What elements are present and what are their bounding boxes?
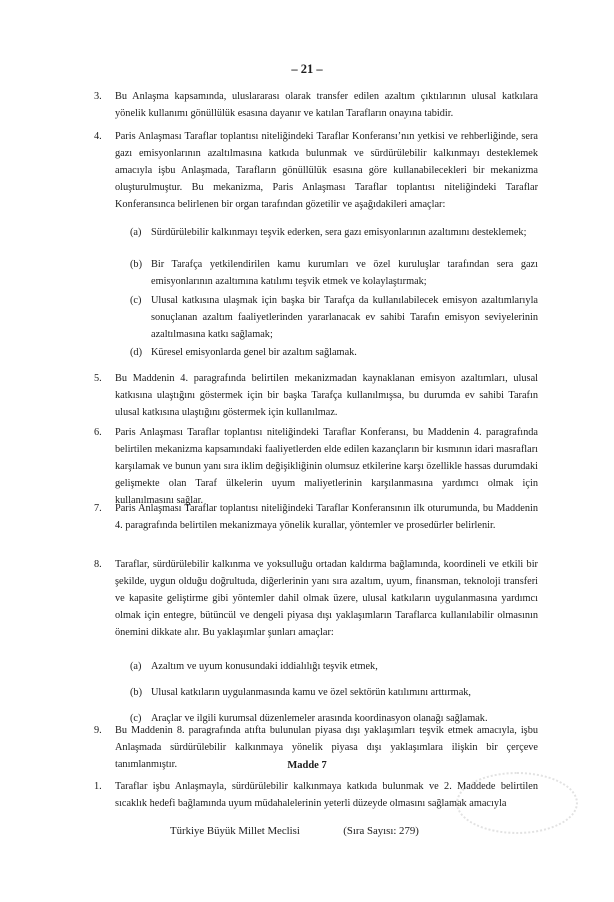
page-number: – 21 –: [291, 62, 323, 76]
official-stamp: [456, 772, 578, 834]
subitem-text: Azaltım ve uyum konusundaki iddialılığı teşvik etmek,: [151, 661, 378, 672]
paragraph-text: Taraflar, sürdürülebilir kalkınma ve yoksulluğu ortadan kaldırma bağlamında, koordineli ve etkili bir şekilde, uygun olduğu doğrultuda, diğerlerinin yanı sıra azaltım, uyum, finansman, teknoloji transferi ve kapasite geliştirme gibi yöntemler dahil olmak üzere, ulusal katkıların uygulanmasına yardımcı olmak için entegre, bütüncül ve dengeli piyasa dışı yaklaşımların Taraflarca kullanılabilir olmasının önemini dikkate alır. Bu yaklaşımlar şunları amaçlar:: [115, 559, 538, 638]
subitem-label: (c): [130, 295, 142, 306]
paragraph-number: 5.: [94, 373, 102, 384]
paragraph-8: [94, 556, 538, 641]
paragraph-3: [94, 88, 538, 122]
paragraph-text: Paris Anlaşması Taraflar toplantısı niteliğindeki Taraflar Konferansı, bu Maddenin 4. paragrafında belirtilen mekanizma kapsamındaki faaliyetlerden elde edilen kazançların bir kısmının idari masrafları karşılamak ve bunun yanı sıra iklim değişikliğinin olumsuz etkilerine karşı özellikle hassas durumdaki gelişmekte olan Taraf ülkelerin uyum maliyetlerinin karşılanmasına yardımcı olmak için kullanılmasını sağlar.: [115, 427, 538, 506]
subitem-text: Araçlar ve ilgili kurumsal düzenlemeler arasında koordinasyon olanağı sağlamak.: [151, 713, 488, 724]
paragraph-text: Paris Anlaşması Taraflar toplantısı niteliğindeki Taraflar Konferansı’nın yetkisi ve rehberliğinde, sera gazı emisyonlarının azaltılmasına katkıda bulunmak ve sürdürülebilir kalkınmayı desteklemek amacıyla işbu Anlaşmada, Tarafların gönüllülük esasına göre kullanabilecekleri bir mekanizma oluşturulmuştur. Bu mekanizma, Paris Anlaşması Taraflar toplantısı niteliğindeki Taraflar Konferansınca belirlenen bir organ tarafından gözetilir ve aşağıdakileri amaçlar:: [115, 131, 538, 210]
footer-institution: Türkiye Büyük Millet Meclisi: [170, 825, 300, 837]
subitem-label: (a): [130, 661, 142, 672]
paragraph-8-subitem-b: [130, 684, 538, 701]
paragraph-number: 6.: [94, 427, 102, 438]
paragraph-7: [94, 500, 538, 534]
subitem-label: (d): [130, 347, 143, 358]
paragraph-text: Bu Maddenin 4. paragrafında belirtilen mekanizmadan kaynaklanan emisyon azaltımları, ulusal katkısına ulaştığını göstermek için bir başka Tarafça kullanılmışsa, bu durumda ev sahibi Tarafın ulusal katkısına ulaştığını göstermek için kullanılmaz.: [115, 373, 538, 418]
subitem-text: Ulusal katkıların uygulanmasında kamu ve özel sektörün katılımını arttırmak,: [151, 687, 471, 698]
subitem-label: (c): [130, 713, 142, 724]
subitem-text: Ulusal katkısına ulaşmak için başka bir Tarafça da kullanılabilecek emisyon azaltımlarıyla sonuçlanan azaltım faaliyetlerinden yararlanacak ev sahibi Tarafın emisyon seviyelerinin azaltılmasına katkı sağlamak;: [151, 295, 538, 340]
paragraph-8-subitem-a: [130, 658, 538, 675]
article-heading: Madde 7: [287, 760, 327, 771]
paragraph-number: 3.: [94, 91, 102, 102]
paragraph-text: Bu Anlaşma kapsamında, uluslararası olarak transfer edilen azaltım çıktılarının ulusal katkılara yönelik kullanımı gönüllülük esasına dayanır ve katılan Tarafların onayına tabidir.: [115, 91, 538, 119]
paragraph-4-subitem-b: [130, 256, 538, 290]
subitem-label: (a): [130, 227, 142, 238]
subitem-label: (b): [130, 687, 143, 698]
subitem-text: Sürdürülebilir kalkınmayı teşvik ederken, sera gazı emisyonlarının azaltımını desteklemek;: [151, 227, 527, 238]
subitem-text: Küresel emisyonlarda genel bir azaltım sağlamak.: [151, 347, 357, 358]
paragraph-4-subitem-d: [130, 344, 538, 361]
paragraph-number: 1.: [94, 781, 102, 792]
paragraph-number: 9.: [94, 725, 102, 736]
paragraph-4-subitem-c: [130, 292, 538, 343]
subitem-text: Bir Tarafça yetkilendirilen kamu kurumları ve özel kuruluşlar tarafından sera gazı emisyonlarının azaltımına katılımı teşvik etmek ve kolaylaştırmak;: [151, 259, 538, 287]
paragraph-number: 7.: [94, 503, 102, 514]
paragraph-6: [94, 424, 538, 509]
subitem-label: (b): [130, 259, 143, 270]
paragraph-text: Paris Anlaşması Taraflar toplantısı niteliğindeki Taraflar Konferansının ilk oturumunda, bu Maddenin 4. paragrafında belirtilen mekanizmaya yönelik kurallar, yöntemler ve prosedürler belirlenir.: [115, 503, 538, 531]
paragraph-number: 4.: [94, 131, 102, 142]
paragraph-5: [94, 370, 538, 421]
paragraph-number: 8.: [94, 559, 102, 570]
footer: [170, 825, 419, 837]
footer-sequence-number: (Sıra Sayısı: 279): [343, 825, 419, 837]
paragraph-text: Taraflar işbu Anlaşmayla, sürdürülebilir kalkınmaya katkıda bulunmak ve 2. Maddede belirtilen sıcaklık hedefi bağlamında uyum müdahalelerinin yeterli düzeyde olmasını sağlamak amacıyla: [115, 781, 538, 809]
paragraph-text: Bu Maddenin 8. paragrafında atıfta bulunulan piyasa dışı yaklaşımları teşvik etmek amacıyla, işbu Anlaşmada sürdürülebilir kalkınmaya yönelik piyasa dışı yaklaşımlara ilişkin bir çerçeve tanımlanmıştır.: [115, 725, 538, 770]
paragraph-4-subitem-a: [130, 224, 538, 241]
paragraph-4: [94, 128, 538, 213]
